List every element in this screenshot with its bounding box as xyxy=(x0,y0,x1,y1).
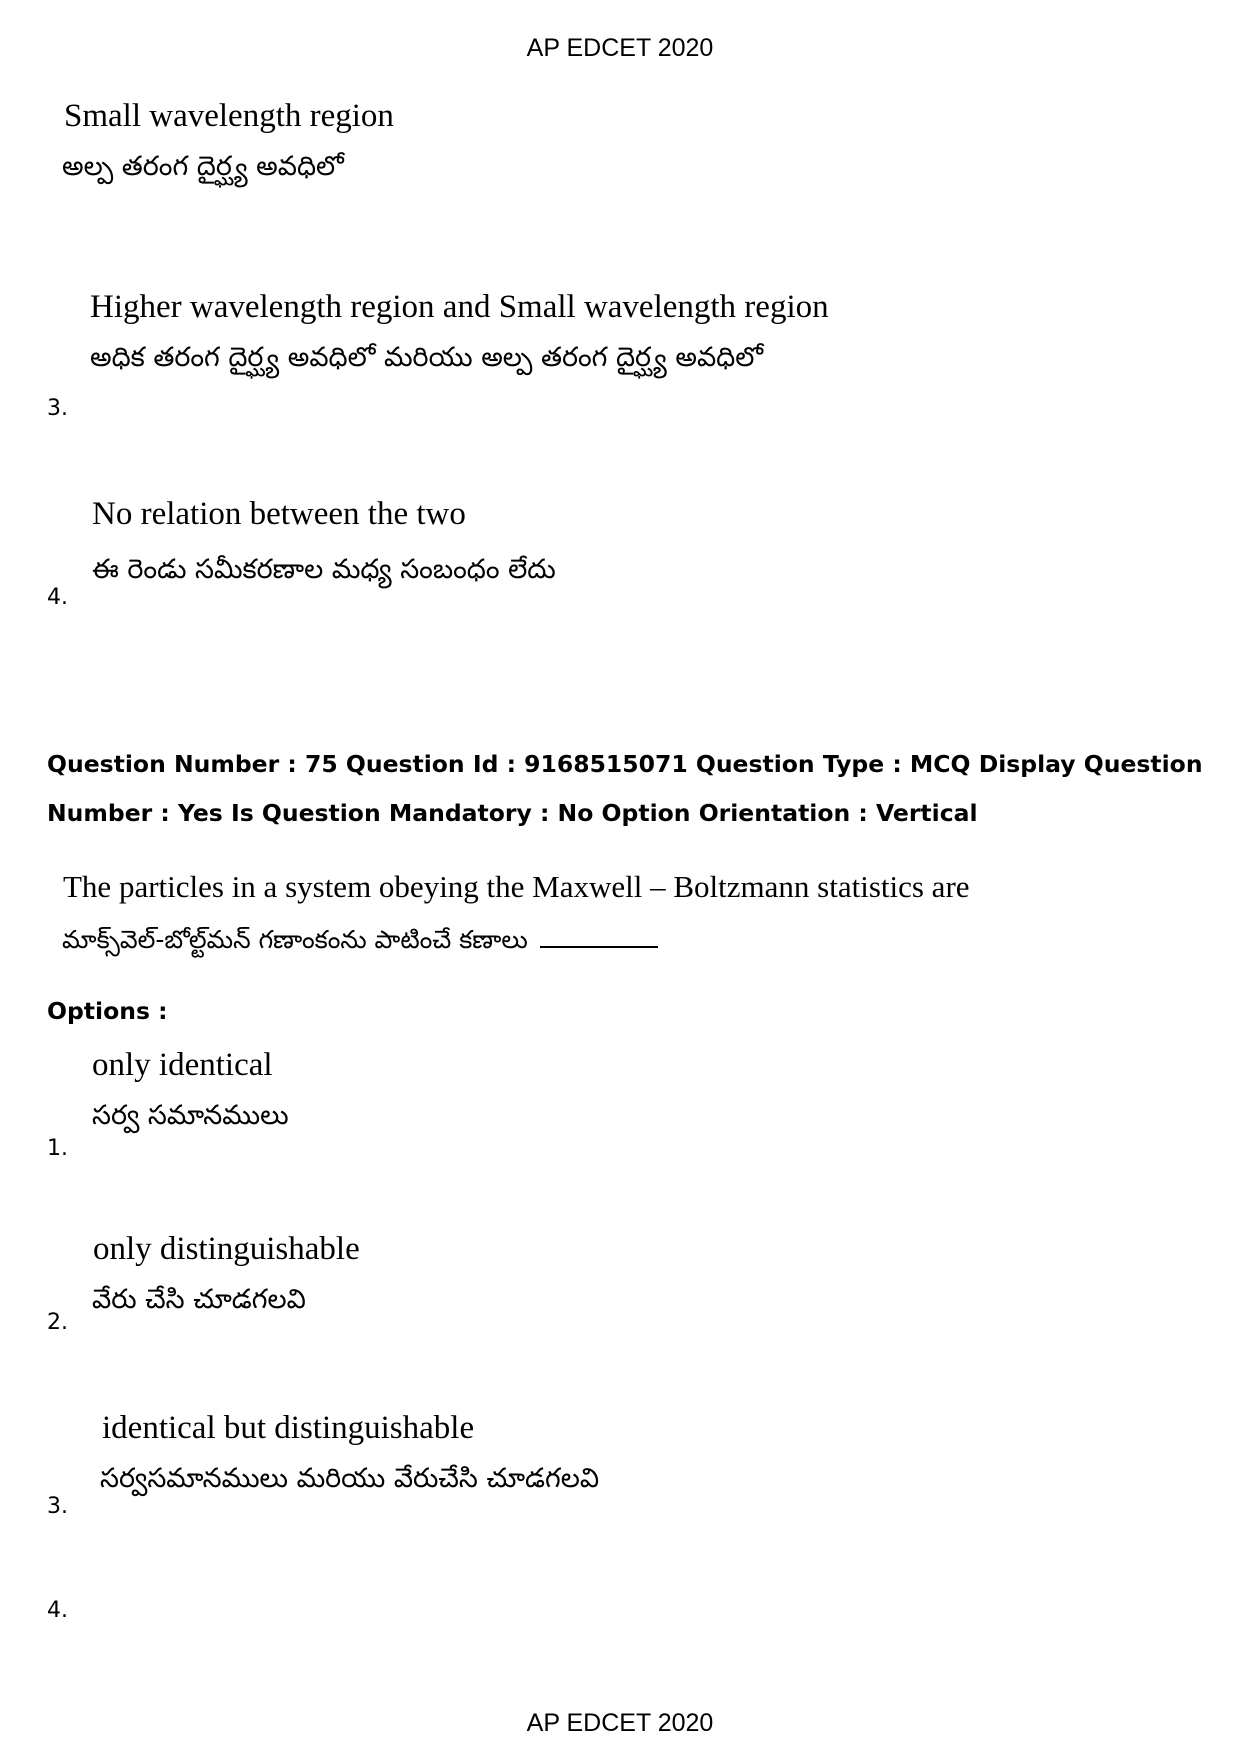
prev-option-4-english: No relation between the two xyxy=(92,496,466,532)
option-2-english: only distinguishable xyxy=(93,1231,360,1267)
option-2-number: 2. xyxy=(47,1310,68,1335)
question-meta-line-2: Number : Yes Is Question Mandatory : No Option Orientation : Vertical xyxy=(47,799,978,827)
answer-blank xyxy=(540,924,658,948)
option-1-number: 1. xyxy=(47,1136,68,1161)
prev-option-3-number: 3. xyxy=(47,396,68,421)
prev-option-2-telugu: అల్ప తరంగ దైర్ఘ్య అవధిలో xyxy=(62,151,344,182)
option-3-telugu: సర్వసమానములు మరియు వేరుచేసి చూడగలవి xyxy=(100,1463,600,1494)
prev-option-2-english: Small wavelength region xyxy=(64,98,394,134)
question-meta-line-1: Question Number : 75 Question Id : 9168515071 Question Type : MCQ Display Question xyxy=(47,750,1203,778)
option-3-english: identical but distinguishable xyxy=(102,1410,475,1446)
option-2-telugu: వేరు చేసి చూడగలవి xyxy=(92,1284,306,1315)
option-1-english: only identical xyxy=(92,1047,273,1083)
question-text-telugu-row xyxy=(62,922,658,958)
page-header: AP EDCET 2020 xyxy=(526,34,714,62)
option-1-telugu: సర్వ సమానములు xyxy=(92,1100,289,1131)
options-label: Options : xyxy=(47,997,168,1025)
prev-option-3-telugu: అధిక తరంగ దైర్ఘ్య అవధిలో మరియు అల్ప తరంగ దైర్ఘ్య అవధిలో xyxy=(90,342,764,373)
prev-option-4-telugu: ఈ రెండు సమీకరణాల మధ్య సంబంధం లేదు xyxy=(92,554,556,585)
question-text-telugu: మాక్స్‌వెల్-బోల్ట్‌మన్ గణాంకంను పాటించే కణాలు xyxy=(62,925,528,954)
question-meta xyxy=(47,740,1207,838)
prev-option-3-english: Higher wavelength region and Small wavelength region xyxy=(90,289,829,325)
page-footer: AP EDCET 2020 xyxy=(526,1709,714,1737)
option-4-number: 4. xyxy=(47,1598,68,1623)
option-3-number: 3. xyxy=(47,1494,68,1519)
question-text-english: The particles in a system obeying the Maxwell – Boltzmann statistics are xyxy=(63,869,970,904)
prev-option-4-number: 4. xyxy=(47,585,68,610)
